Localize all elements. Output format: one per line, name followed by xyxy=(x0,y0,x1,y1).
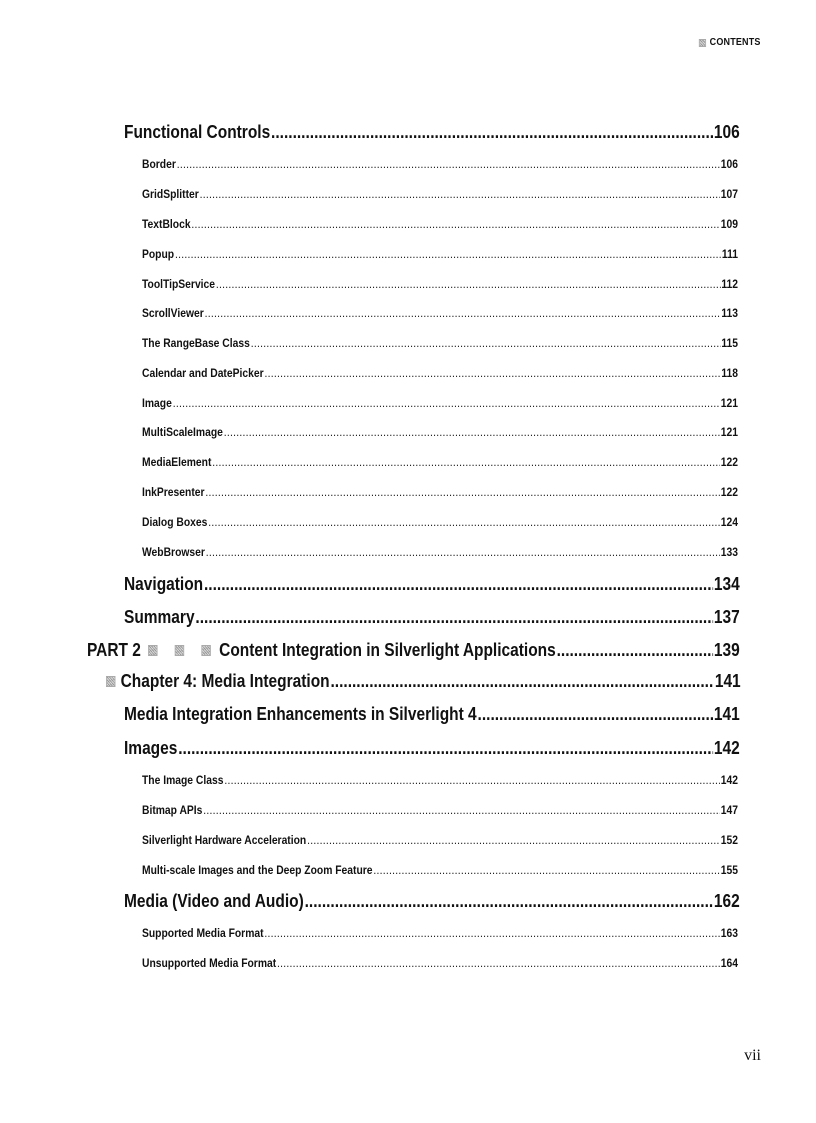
toc-entry-title: ToolTipService xyxy=(142,277,216,291)
square-ornament-icon xyxy=(201,645,210,656)
toc-entry-title: ScrollViewer xyxy=(142,306,204,320)
toc-entry[interactable] xyxy=(142,455,738,469)
dot-leader xyxy=(251,336,721,350)
dot-leader xyxy=(224,425,720,439)
toc-entry-page: 141 xyxy=(713,704,740,724)
toc-entry[interactable] xyxy=(124,891,740,912)
toc-entry-title: Popup xyxy=(142,247,175,261)
toc-entry-title: Summary xyxy=(124,607,195,627)
toc-entry-page: 113 xyxy=(721,306,738,320)
toc-entry-page: 121 xyxy=(720,425,738,439)
dot-leader xyxy=(208,515,720,529)
square-ornament-icon xyxy=(148,645,157,656)
toc-entry[interactable] xyxy=(142,863,738,877)
dot-leader xyxy=(177,157,720,171)
toc-entry-page: 109 xyxy=(720,217,738,231)
toc-entry-page: 124 xyxy=(720,515,738,529)
toc-entry-page: 152 xyxy=(720,833,738,847)
toc-entry-page: 122 xyxy=(720,455,738,469)
part-ornament xyxy=(148,645,216,656)
toc-entry[interactable] xyxy=(142,247,738,261)
toc-entry[interactable] xyxy=(142,515,738,529)
toc-entry-title: Images xyxy=(124,738,178,758)
toc-entry[interactable] xyxy=(142,425,738,439)
toc-entry-title: Bitmap APIs xyxy=(142,803,203,817)
toc-part-entry[interactable] xyxy=(87,640,740,661)
header-square-icon xyxy=(699,39,706,47)
toc-entry-page: 122 xyxy=(720,485,738,499)
toc-entry-title: Navigation xyxy=(124,574,204,594)
toc-entry-title: Unsupported Media Format xyxy=(142,956,277,970)
toc-entry-title: The RangeBase Class xyxy=(142,336,250,350)
toc-entry[interactable] xyxy=(142,485,738,499)
dot-leader xyxy=(195,607,713,628)
toc-entry[interactable] xyxy=(142,157,738,171)
dot-leader xyxy=(191,217,719,231)
dot-leader xyxy=(205,306,721,320)
dot-leader xyxy=(264,366,720,380)
toc-entry-title: The Image Class xyxy=(142,773,224,787)
toc-entry[interactable] xyxy=(124,607,740,628)
toc-entry[interactable] xyxy=(142,187,738,201)
toc-entry[interactable] xyxy=(142,545,738,559)
toc-entry-page: 111 xyxy=(721,247,738,261)
toc-entry[interactable] xyxy=(142,277,738,291)
toc-entry-page: 106 xyxy=(720,157,738,171)
toc-entry-title: Multi-scale Images and the Deep Zoom Feature xyxy=(142,863,373,877)
toc-entry-title: Media (Video and Audio) xyxy=(124,891,304,911)
toc-entry-title: WebBrowser xyxy=(142,545,205,559)
running-header xyxy=(699,37,761,48)
dot-leader xyxy=(175,247,721,261)
toc-chapter-entry[interactable] xyxy=(106,671,741,692)
dot-leader xyxy=(200,187,720,201)
toc-entry[interactable] xyxy=(142,336,738,350)
toc-entry-title: Media Integration Enhancements in Silverlight 4 xyxy=(124,704,477,724)
toc-entry-title: Supported Media Format xyxy=(142,926,264,940)
toc-entry-page: 142 xyxy=(713,738,740,758)
dot-leader xyxy=(206,545,720,559)
toc-entry-title: GridSplitter xyxy=(142,187,199,201)
toc-entry-page: 139 xyxy=(713,640,740,660)
toc-entry[interactable] xyxy=(142,803,738,817)
toc-entry[interactable] xyxy=(142,306,738,320)
toc-entry-page: 121 xyxy=(720,396,738,410)
dot-leader xyxy=(204,574,713,595)
toc-entry[interactable] xyxy=(124,738,740,759)
toc-entry[interactable] xyxy=(142,956,738,970)
toc-entry-title: TextBlock xyxy=(142,217,191,231)
toc-entry-page: 155 xyxy=(720,863,738,877)
toc-entry-title: MultiScaleImage xyxy=(142,425,223,439)
part-label: PART 2 xyxy=(87,640,141,660)
toc-entry-title: Chapter 4: Media Integration xyxy=(120,671,330,691)
toc-entry-page: 147 xyxy=(720,803,738,817)
dot-leader xyxy=(307,833,720,847)
toc-entry-page: 163 xyxy=(720,926,738,940)
toc-entry-title: InkPresenter xyxy=(142,485,205,499)
toc-entry[interactable] xyxy=(142,217,738,231)
toc-entry[interactable] xyxy=(142,926,738,940)
toc-entry-title: Functional Controls xyxy=(124,122,271,142)
toc-entry-title: Border xyxy=(142,157,176,171)
toc-entry-title: Image xyxy=(142,396,172,410)
toc-entry-title: MediaElement xyxy=(142,455,212,469)
square-ornament-icon xyxy=(106,676,115,687)
dot-leader xyxy=(173,396,720,410)
dot-leader xyxy=(264,926,719,940)
toc-entry-page: 142 xyxy=(720,773,738,787)
toc-entry[interactable] xyxy=(142,833,738,847)
header-label: CONTENTS xyxy=(710,37,761,48)
toc-entry-page: 164 xyxy=(720,956,738,970)
toc-entry-page: 141 xyxy=(714,671,741,691)
page-number: vii xyxy=(744,1047,761,1064)
square-ornament-icon xyxy=(174,645,183,656)
toc-entry-page: 115 xyxy=(721,336,738,350)
toc-entry-page: 133 xyxy=(720,545,738,559)
toc-entry[interactable] xyxy=(124,704,740,725)
dot-leader xyxy=(224,773,720,787)
toc-entry-page: 112 xyxy=(721,277,738,291)
toc-entry-title: Content Integration in Silverlight Applications xyxy=(219,640,556,660)
dot-leader xyxy=(277,956,720,970)
toc-entry-page: 137 xyxy=(713,607,740,627)
toc-entry-page: 162 xyxy=(713,891,740,911)
toc-entry-title: Silverlight Hardware Acceleration xyxy=(142,833,307,847)
dot-leader xyxy=(205,485,720,499)
dot-leader xyxy=(557,640,713,661)
toc-entry[interactable] xyxy=(124,574,740,595)
toc-entry[interactable] xyxy=(142,773,738,787)
dot-leader xyxy=(216,277,721,291)
dot-leader xyxy=(271,122,713,143)
toc-entry[interactable] xyxy=(124,122,740,143)
dot-leader xyxy=(373,863,719,877)
toc-entry-page: 106 xyxy=(713,122,740,142)
toc-entry[interactable] xyxy=(142,396,738,410)
dot-leader xyxy=(305,891,713,912)
toc-entry-page: 118 xyxy=(721,366,738,380)
toc-entry-page: 134 xyxy=(713,574,740,594)
toc-entry-title: Calendar and DatePicker xyxy=(142,366,264,380)
dot-leader xyxy=(212,455,720,469)
toc-entry-title: Dialog Boxes xyxy=(142,515,208,529)
dot-leader xyxy=(178,738,713,759)
toc-entry-page: 107 xyxy=(720,187,738,201)
toc-entry[interactable] xyxy=(142,366,738,380)
dot-leader xyxy=(478,704,714,725)
dot-leader xyxy=(330,671,713,692)
dot-leader xyxy=(203,803,720,817)
